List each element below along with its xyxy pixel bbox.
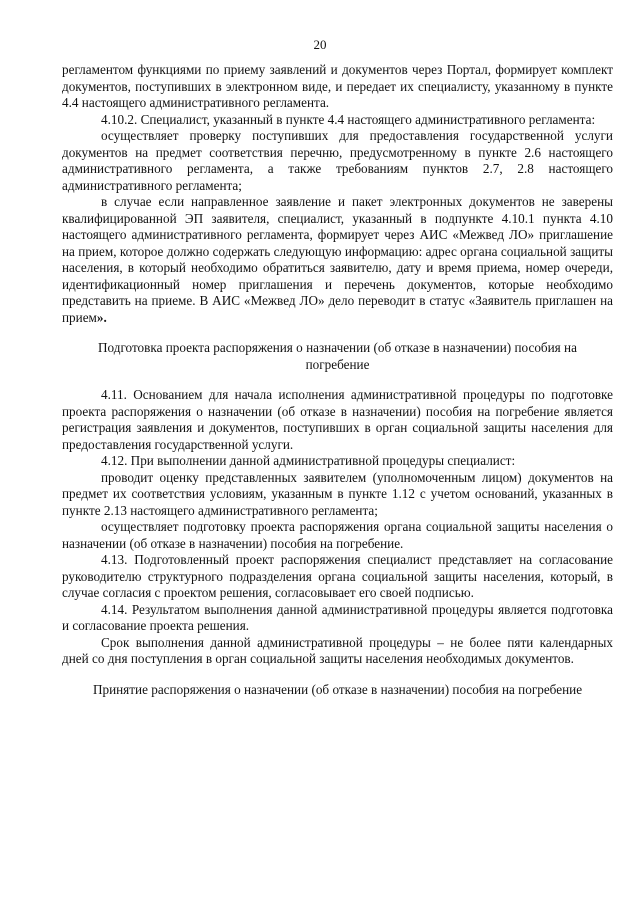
paragraph: 4.10.2. Специалист, указанный в пункте 4.4 настоящего административного регламента:	[101, 111, 596, 127]
paragraph: проводит оценку представленных заявителем (уполномоченным лицом) документов на предмет их соответствия условиям, указанным в пункте 1.12 с учетом оснований, указанных в пункте 2.13 настоящего административного регламента;	[62, 469, 613, 518]
paragraph	[62, 194, 613, 326]
section-heading: Подготовка проекта распоряжения о назначении (об отказе в назначении) пособия на погребение	[98, 340, 577, 372]
paragraph: 4.13. Подготовленный проект распоряжения специалист представляет на согласование руководителю структурного подразделения органа социальной защиты населения, который, в случае согласия с проектом решения, согласовывает его своей подписью.	[62, 552, 613, 600]
section-heading: Принятие распоряжения о назначении (об отказе в назначении) пособия на погребение	[92, 681, 583, 697]
paragraph: регламентом функциями по приему заявлений и документов через Портал, формирует комплект документов, поступивших в электронном виде, и передает их специалисту, указанному в пункте 4.4 настоящего административного регламента.	[62, 62, 613, 110]
paragraph: Срок выполнения данной административной процедуры – не более пяти календарных дней со дня поступления в орган социальной защиты населения необходимых документов.	[62, 634, 613, 666]
paragraph-text: в случае если направленное заявление и пакет электронных документов не заверены квалифицированной ЭП заявителя, специалист, указанный в подпункте 4.10.1 пункта 4.10 настоящего административного регламента, формирует через АИС «Межвед ЛО» приглашение на прием, которое должно содержать следующую информацию: адрес органа социальной защиты населения, в который необходимо обратиться заявителю, дату и время приема, номер очереди, идентификационный номер приглашения и перечень документов, которые необходимо представить на приеме. В АИС «Межвед ЛО» дело переводит в статус «Заявитель приглашен на прием	[62, 194, 613, 325]
paragraph: 4.14. Результатом выполнения данной административной процедуры является подготовка и согласование проекта решения.	[62, 601, 613, 633]
page-number: 20	[313, 37, 327, 52]
paragraph: осуществляет проверку поступивших для предоставления государственной услуги документов на предмет соответствия перечню, предусмотренному в пункте 2.6 настоящего административного регламента, а также требованиям пунктов 2.7, 2.8 настоящего административного регламента;	[62, 128, 613, 193]
paragraph-closing-quote: ».	[96, 309, 107, 325]
paragraph: 4.12. При выполнении данной административной процедуры специалист:	[101, 453, 516, 468]
document-body	[62, 62, 613, 698]
paragraph: 4.11. Основанием для начала исполнения административной процедуры по подготовке проекта распоряжения о назначении (об отказе в назначении) пособия на погребение является регистрация заявления и документов, поступивших в орган социальной защиты населения для предоставления государственной услуги.	[62, 387, 613, 452]
paragraph: осуществляет подготовку проекта распоряжения органа социальной защиты населения о назначении (об отказе в назначении) пособия на погребение.	[62, 519, 613, 551]
